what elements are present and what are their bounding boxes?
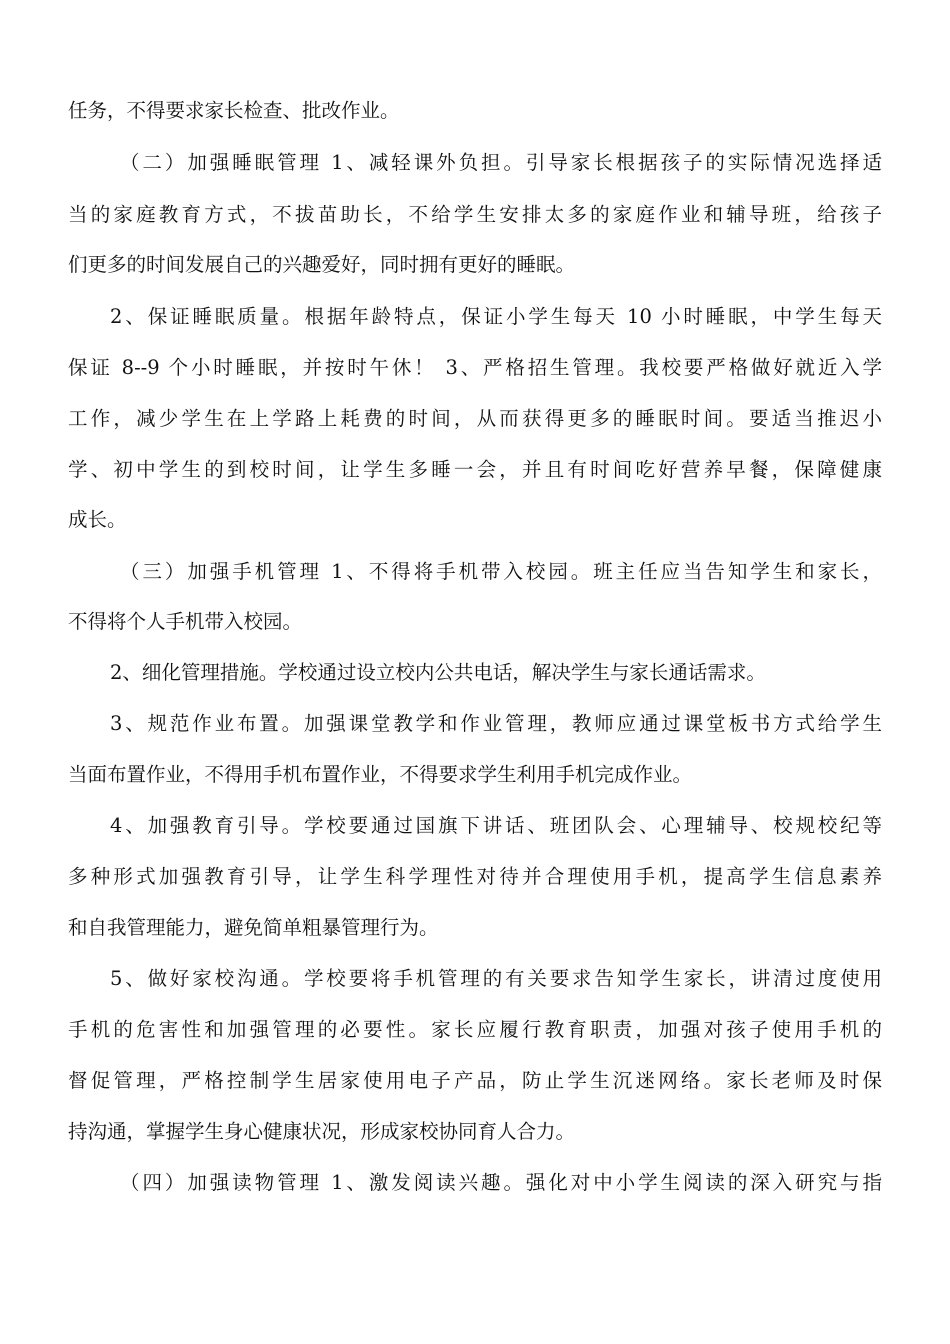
section-four-heading-line: （四）加强读物管理 1、激发阅读兴趣。强化对中小学生阅读的深入研究与指 [120,1171,882,1194]
text-line: 保证 8--9 个小时睡眠，并按时午休！ 3、严格招生管理。我校要严格做好就近入学 [68,356,882,379]
text-line: 学、初中学生的到校时间，让学生多睡一会，并且有时间吃好营养早餐，保障健康 [68,458,882,481]
paragraph-first-line: 3、规范作业布置。加强课堂教学和作业管理，教师应通过课堂板书方式给学生 [110,712,882,735]
paragraph-first-line: 5、做好家校沟通。学校要将手机管理的有关要求告知学生家长，讲清过度使用 [110,967,882,990]
paragraph-first-line: 4、加强教育引导。学校要通过国旗下讲话、班团队会、心理辅导、校规校纪等 [110,814,882,837]
text-line: 成长。 [68,508,127,531]
text-line: 不得将个人手机带入校园。 [68,610,303,633]
text-line: 当面布置作业，不得用手机布置作业，不得要求学生利用手机完成作业。 [68,763,693,786]
text-line: 多种形式加强教育引导，让学生科学理性对待并合理使用手机，提高学生信息素养 [68,865,882,888]
text-line: 持沟通，掌握学生身心健康状况，形成家校协同育人合力。 [68,1120,576,1143]
paragraph-first-line: 2、保证睡眠质量。根据年龄特点，保证小学生每天 10 小时睡眠，中学生每天 [110,305,882,328]
text-line: 们更多的时间发展自己的兴趣爱好，同时拥有更好的睡眠。 [68,253,576,276]
text-line: 和自我管理能力，避免简单粗暴管理行为。 [68,916,439,939]
text-line: 当的家庭教育方式，不拔苗助长，不给学生安排太多的家庭作业和辅导班，给孩子 [68,203,882,226]
text-line: 工作，减少学生在上学路上耗费的时间，从而获得更多的睡眠时间。要适当推迟小 [68,407,882,430]
section-two-heading-line: （二）加强睡眠管理 1、减轻课外负担。引导家长根据孩子的实际情况选择适 [120,151,882,174]
text-line: 督促管理，严格控制学生居家使用电子产品，防止学生沉迷网络。家长老师及时保 [68,1069,882,1092]
paragraph-first-line: 2、细化管理措施。学校通过设立校内公共电话，解决学生与家长通话需求。 [110,661,766,684]
section-three-heading-line: （三）加强手机管理 1、不得将手机带入校园。班主任应当告知学生和家长， [120,560,882,583]
text-line: 手机的危害性和加强管理的必要性。家长应履行教育职责，加强对孩子使用手机的 [68,1018,882,1041]
text-line: 任务，不得要求家长检查、批改作业。 [68,99,400,122]
